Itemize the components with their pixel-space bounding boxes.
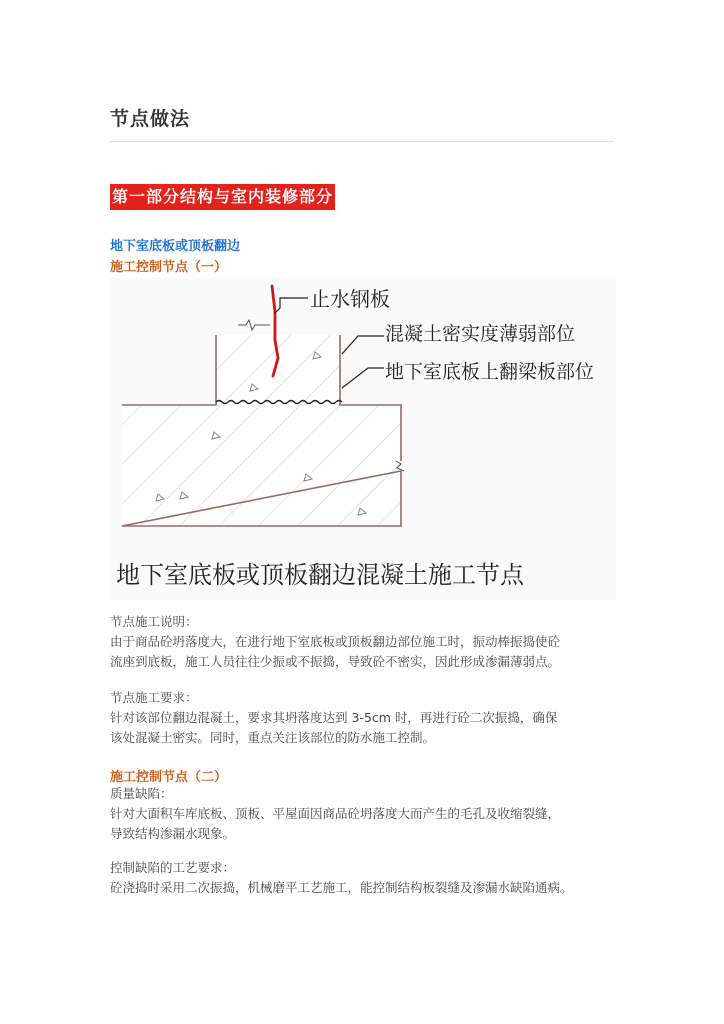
- node-requirements-heading: 节点施工要求：: [110, 690, 198, 705]
- construction-node-figure: [110, 278, 616, 600]
- node-diagram: [110, 278, 616, 600]
- node-description-heading: 节点施工说明：: [110, 614, 198, 629]
- subsection-title: 地下室底板或顶板翻边: [110, 239, 241, 254]
- quality-defect-line-2: 导致结构渗漏水现象。: [110, 826, 236, 841]
- page-title: 节点做法: [110, 108, 191, 130]
- node-requirements-line-2: 该处混凝土密实。同时，重点关注该部位的防水施工控制。: [110, 730, 436, 745]
- control-requirements-line-1: 砼浇捣时采用二次振捣，机械磨平工艺施工，能控制结构板裂缝及渗漏水缺陷通病。: [110, 880, 573, 895]
- quality-defect: [110, 784, 620, 844]
- node-requirements: [110, 688, 620, 748]
- quality-defect-heading: 质量缺陷：: [110, 786, 173, 801]
- label-weak-density: 混凝土密实度薄弱部位: [385, 323, 576, 345]
- node-description: [110, 612, 620, 672]
- quality-defect-line-1: 针对大面积车库底板、顶板、平屋面因商品砼坍落度大而产生的毛孔及收缩裂缝，: [110, 806, 561, 821]
- node-description-line-1: 由于商品砼坍落度大，在进行地下室底板或顶板翻边部位施工时，振动棒振捣使砼: [110, 634, 561, 649]
- title-divider: [110, 141, 614, 142]
- node-requirements-line-1: 针对该部位翻边混凝土，要求其坍落度达到 3-5cm 时，再进行砼二次振捣，确保: [110, 710, 558, 725]
- label-beam-slab: 地下室底板上翻梁板部位: [385, 361, 595, 383]
- node2-title: 施工控制节点（二）: [110, 770, 228, 785]
- figure-caption: 地下室底板或顶板翻边混凝土施工节点: [116, 561, 524, 589]
- label-steel-plate: 止水钢板: [310, 287, 390, 311]
- control-requirements: [110, 858, 620, 898]
- node-description-line-2: 流座到底板，施工人员往往少振或不振捣，导致砼不密实，因此形成渗漏薄弱点。: [110, 654, 561, 669]
- node1-title: 施工控制节点（一）: [110, 260, 228, 275]
- control-requirements-heading: 控制缺陷的工艺要求：: [110, 860, 236, 875]
- section-banner: 第一部分结构与室内装修部分: [110, 184, 335, 210]
